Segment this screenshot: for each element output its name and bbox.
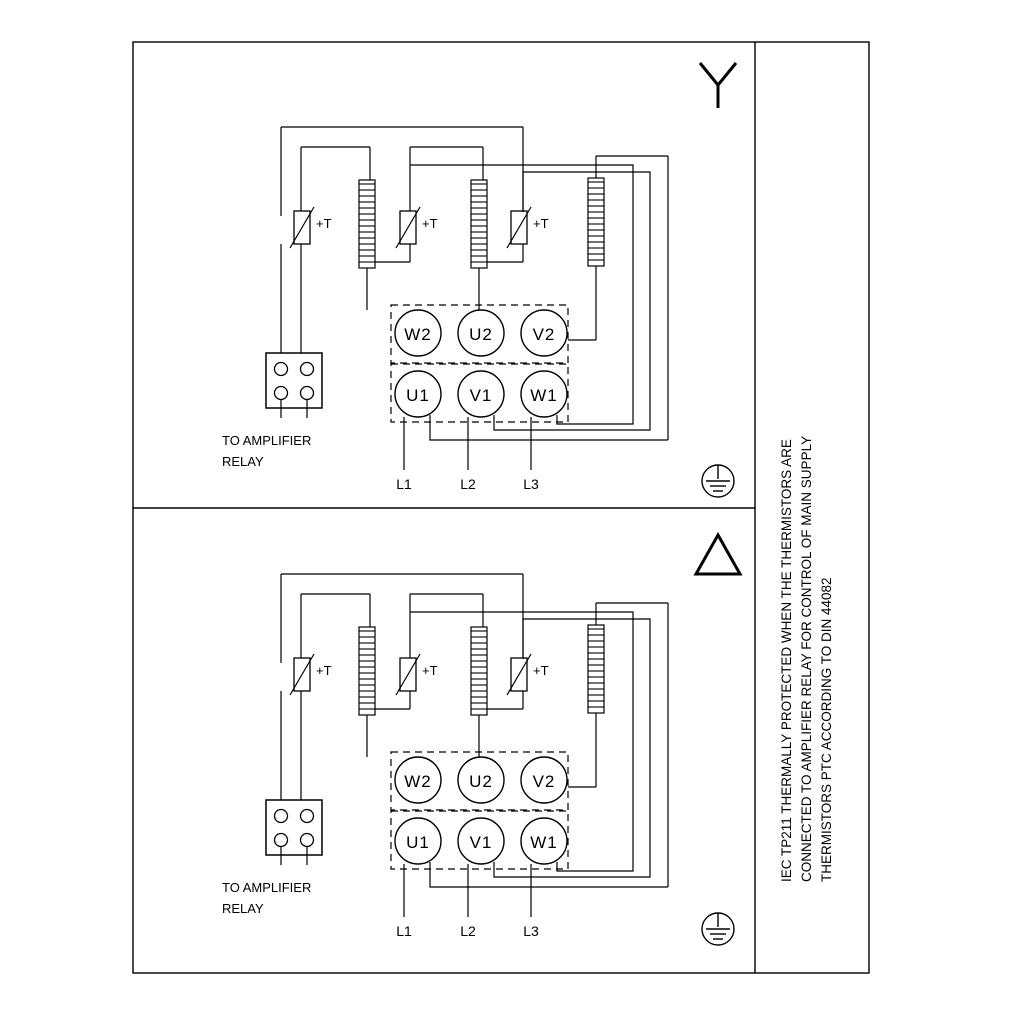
amplifier-relay-label-line1: TO AMPLIFIER — [222, 880, 312, 895]
phase-label: L1 — [396, 923, 412, 939]
terminals-bottom — [395, 818, 567, 864]
note-line-1: IEC TP211 THERMALLY PROTECTED WHEN THE THERMISTORS ARE — [779, 439, 794, 882]
note-line-2: CONNECTED TO AMPLIFIER RELAY FOR CONTROL OF MAIN SUPPLY — [799, 435, 814, 882]
terminal-label: W1 — [530, 833, 558, 852]
phase-label: L3 — [523, 476, 539, 492]
phase-label: L1 — [396, 476, 412, 492]
thermistor-label: +T — [316, 663, 332, 678]
amplifier-relay-label-line1: TO AMPLIFIER — [222, 433, 312, 448]
thermistor-label: +T — [422, 663, 438, 678]
terminal-label: V1 — [469, 833, 493, 852]
thermistor-label: +T — [533, 216, 549, 231]
terminal-label: U1 — [406, 833, 430, 852]
thermistor-label: +T — [422, 216, 438, 231]
terminal-label: U2 — [469, 325, 493, 344]
thermistor-label: +T — [316, 216, 332, 231]
phase-label: L2 — [460, 923, 476, 939]
terminal-label: V2 — [532, 325, 556, 344]
terminal-label: W2 — [404, 772, 432, 791]
thermistor-label: +T — [533, 663, 549, 678]
terminal-label: W1 — [530, 386, 558, 405]
terminal-label: V1 — [469, 386, 493, 405]
phase-label: L3 — [523, 923, 539, 939]
note-line-3: THERMISTORS PTC ACCORDING TO DIN 44082 — [819, 577, 834, 882]
phase-label: L2 — [460, 476, 476, 492]
terminals-top — [395, 757, 567, 803]
terminal-label: U2 — [469, 772, 493, 791]
terminals-bottom — [395, 371, 567, 417]
terminals-top — [395, 310, 567, 356]
amplifier-relay-connector — [266, 800, 322, 865]
amplifier-relay-label-line2: RELAY — [222, 454, 264, 469]
terminal-label: U1 — [406, 386, 430, 405]
terminal-label: W2 — [404, 325, 432, 344]
terminal-label: V2 — [532, 772, 556, 791]
amplifier-relay-label-line2: RELAY — [222, 901, 264, 916]
amplifier-relay-connector — [266, 353, 322, 418]
